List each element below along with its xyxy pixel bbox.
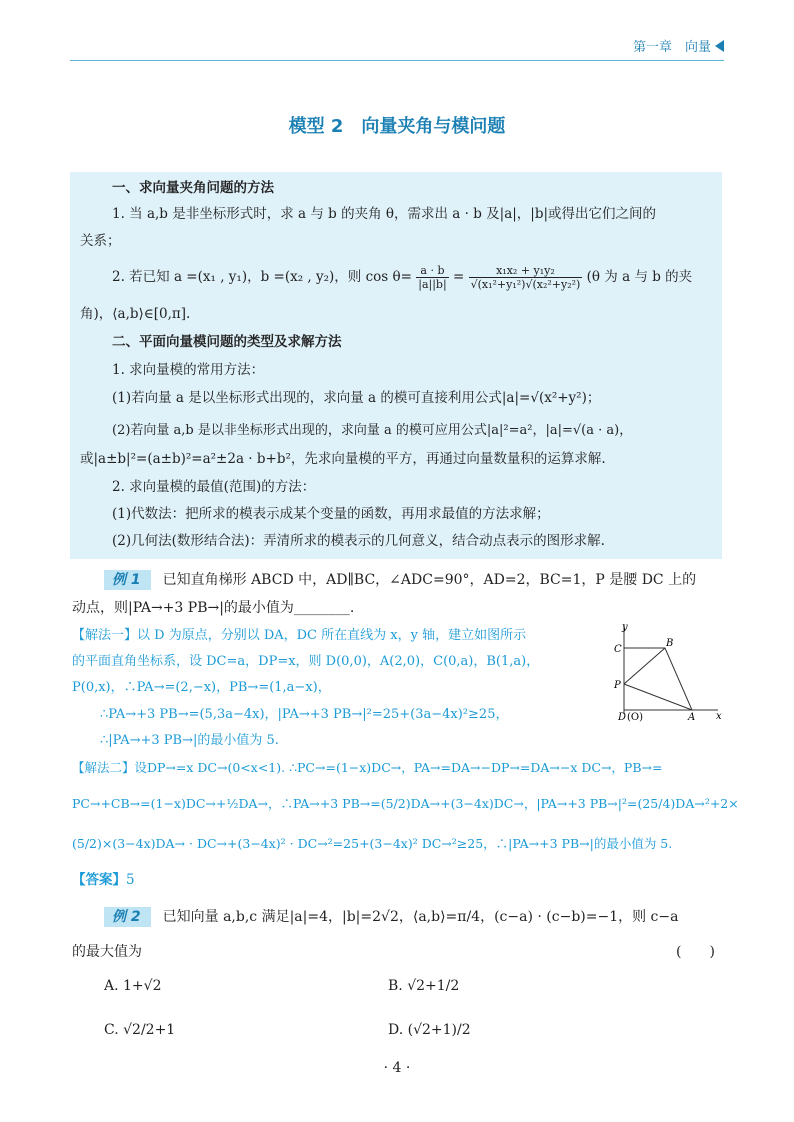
- solution2-line-c: (5/2)×(3−4x)DA→ · DC→+(3−4x)² · DC→²=25+(3−4x)² DC→²≥25，∴|PA→+3 PB→|的最小值为 5.: [72, 836, 673, 851]
- modulus-line-3b: 或|a±b|²=(a±b)²=a²±2a · b+b²，先求向量模的平方，再通过向量数量积的运算求解.: [80, 451, 606, 467]
- method-line-1b: 关系；: [80, 233, 121, 249]
- segment-pa: [624, 684, 692, 710]
- solution1-line-c: P(0,x)，∴PA→=(2,−x)，PB→=(1,a−x)，: [72, 680, 331, 695]
- example2-question: 例 2 已知向量 a,b,c 满足|a|=4，|b|=2√2，⟨a,b⟩=π/4，(c−a) · (c−b)=−1，则 c−a: [104, 907, 678, 927]
- method-line-2b: 角)，⟨a,b⟩∈[0,π].: [80, 306, 191, 322]
- solution1-line-d: ∴PA→+3 PB→=(5,3a−4x)，|PA→+3 PB→|²=25+(3a−4x)²≥25，: [100, 707, 509, 722]
- trapezoid-abcd: [624, 648, 692, 710]
- option-a[interactable]: A. 1+√2: [104, 978, 162, 994]
- trapezoid-figure: [600, 618, 724, 722]
- solution1-line-a: 【解法一】以 D 为原点，分别以 DA，DC 所在直线为 x，y 轴，建立如图所示: [72, 628, 527, 643]
- answer-label: 【答案】: [72, 872, 126, 888]
- example2-tag: 例 2: [104, 907, 151, 927]
- label-a: A: [688, 712, 696, 722]
- example1-tag: 例 1: [104, 570, 151, 590]
- option-c[interactable]: C. √2/2+1: [104, 1022, 176, 1038]
- fraction-cos: $\frac{a \cdot b}{|a||b|}$: [418, 264, 447, 291]
- section1-title: 一、求向量夹角问题的方法: [112, 180, 274, 196]
- segment-pb: [624, 648, 665, 684]
- option-d[interactable]: D. (√2+1)/2: [388, 1022, 471, 1038]
- answer-value: 5: [126, 872, 135, 888]
- triangle-left-icon: [715, 40, 724, 52]
- label-o: (O): [627, 712, 644, 722]
- method-line-2a: 2. 若已知 a =(x₁ , y₁)，b =(x₂ , y₂)，则 cos θ= $\frac{a \cdot b}{|a||b|}$ = $\frac{\text{x₁x₂ + y₁y₂}}{\text{√(x₁²+y₁²)√(x₂²+y₂²)}}$ (θ 为 a 与 b 的夹: [112, 264, 693, 291]
- label-x: x: [716, 711, 722, 722]
- solution1-line-b: 的平面直角坐标系，设 DC=a，DP=x，则 D(0,0)，A(2,0)，C(0,a)，B(1,a)，: [72, 654, 540, 669]
- fraction-coord: $\frac{\text{x₁x₂ + y₁y₂}}{\text{√(x₁²+y₁²)√(x₂²+y₂²)}}$: [470, 264, 581, 291]
- modulus-line-4: 2. 求向量模的最值(范围)的方法：: [112, 479, 316, 495]
- label-y: y: [622, 622, 628, 633]
- label-c: C: [614, 644, 622, 655]
- solution1-line-e: ∴|PA→+3 PB→|的最小值为 5.: [100, 733, 279, 748]
- page-number: · 4 ·: [383, 1060, 411, 1076]
- modulus-line-5: (1)代数法：把所求的模表示成某个变量的函数，再用求最值的方法求解；: [112, 506, 550, 522]
- modulus-line-6: (2)几何法(数形结合法)：弄清所求的模表示的几何意义，结合动点表示的图形求解.: [112, 533, 605, 549]
- label-b: B: [666, 638, 674, 649]
- page-title: 模型 2 向量夹角与模问题: [288, 116, 506, 137]
- label-p: P: [614, 680, 621, 691]
- example2-question-2: 的最大值为: [72, 944, 142, 960]
- modulus-line-2: (1)若向量 a 是以坐标形式出现的，求向量 a 的模可直接利用公式|a|=√(x²+y²)；: [112, 390, 601, 406]
- solution2-line-a: 【解法二】设DP→=x DC→(0<x<1). ∴PC→=(1−x)DC→，PA→=DA→−DP→=DA→−x DC→，PB→=: [72, 760, 663, 775]
- solution2-line-b: PC→+CB→=(1−x)DC→+½DA→，∴PA→+3 PB→=(5/2)DA→+(3−4x)DC→，|PA→+3 PB→|²=(25/4)DA→²+2×: [72, 796, 739, 811]
- section2-title: 二、平面向量模问题的类型及求解方法: [112, 334, 342, 350]
- example1-question-2: 动点，则|PA→+3 PB→|的最小值为________.: [72, 600, 355, 616]
- modulus-line-3a: (2)若向量 a,b 是以非坐标形式出现的，求向量 a 的模可应用公式|a|²=a²，|a|=√(a · a)，: [112, 423, 633, 438]
- answer-line: [72, 870, 135, 890]
- modulus-line-1: 1. 求向量模的常用方法：: [112, 362, 265, 378]
- running-header: [70, 30, 724, 61]
- example1-question: 例 1 已知直角梯形 ABCD 中，AD∥BC，∠ADC=90°，AD=2，BC=1，P 是腰 DC 上的: [104, 570, 696, 590]
- option-b[interactable]: B. √2+1/2: [388, 978, 460, 994]
- method-line-1a: 1. 当 a,b 是非坐标形式时，求 a 与 b 的夹角 θ，需求出 a · b 及|a|，|b|或得出它们之间的: [112, 206, 657, 222]
- chapter-label: 第一章 向量: [633, 36, 724, 55]
- label-d: D: [618, 712, 627, 722]
- answer-parenthesis: ( ): [676, 944, 715, 960]
